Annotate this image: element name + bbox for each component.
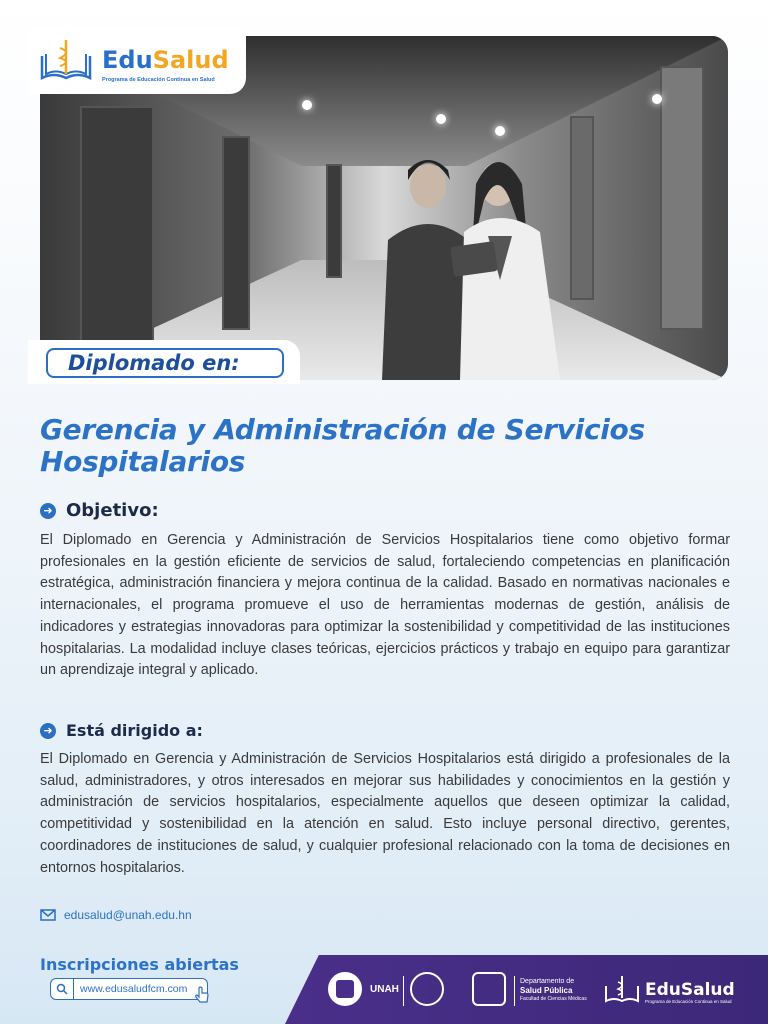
dept-line2: Salud Pública: [520, 986, 573, 995]
website-link[interactable]: [50, 978, 208, 1000]
audience-heading: ➜ Está dirigido a:: [40, 721, 203, 740]
door-left: [80, 106, 154, 344]
unah-seal-icon: [328, 972, 362, 1006]
audience-text: El Diplomado en Gerencia y Administración de Servicios Hospitalarios está dirigido a profesionales de la salud, administradores, y otros interesados en mejorar sus habilidades y conocimientos en la gestión y administración de servicios hospitalarios, especialmente aquellos que deseen optimizar la calidad, competitividad y sostenibilidad en la atención en salud. Esto incluye personal directivo, gerentes, coordinadores de instituciones de salud, y cualquier profesional relacionado con la toma de decisiones en entornos hospitalarios.: [40, 751, 730, 876]
mail-icon: [40, 909, 56, 921]
unah-label: UNAH: [370, 984, 399, 995]
public-health-seal-icon: [472, 972, 506, 1006]
email-text[interactable]: edusalud@unah.edu.hn: [64, 908, 192, 922]
diploma-label: Diplomado en:: [46, 348, 284, 378]
arrow-right-icon: ➜: [40, 723, 56, 739]
website-text[interactable]: www.edusaludfcm.com: [80, 983, 188, 995]
book-caduceus-icon: [38, 38, 94, 84]
objective-text: El Diplomado en Gerencia y Administración de Servicios Hospitalarios tiene como objetivo formar profesionales en la gestión eficiente de servicios de salud, fortaleciendo competencias en planificación estratégica, administración financiera y mejora continua de la calidad. Basado en normativas nacionales e internacionales, el programa promueve el uso de herramientas modernas de gestión, análisis de indicadores y estrategias innovadoras para optimizar la sostenibilidad y competitividad de las instituciones hospitalarias. La modalidad incluye clases teóricas, ejercicios prácticos y trabajo en equipo para garantizar un aprendizaje integral y aplicado.: [40, 532, 730, 679]
medical-faculty-seal-icon: [410, 972, 444, 1006]
logo-box: [28, 28, 246, 94]
email-contact[interactable]: [40, 908, 192, 922]
footer-logo-tagline: Programa de Educación Continua en Salud: [645, 999, 732, 1004]
footer-logo-wordmark: EduSalud: [645, 980, 735, 1000]
doctors-image: [360, 140, 570, 380]
pointer-hand-icon: [194, 986, 210, 1004]
page-title: Gerencia y Administración de Servicios Hospitalarios: [40, 413, 645, 478]
logo-tagline: Programa de Educación Continua en Salud: [102, 77, 215, 83]
dept-line3: Facultad de Ciencias Médicas: [520, 996, 587, 1002]
book-caduceus-icon: [604, 974, 640, 1004]
objective-heading: ➜ Objetivo:: [40, 500, 159, 521]
arrow-right-icon: ➜: [40, 503, 56, 519]
search-icon: [51, 979, 74, 999]
dept-line1: Departamento de: [520, 978, 575, 985]
logo-wordmark: EduSalud: [102, 46, 229, 74]
registration-label: Inscripciones abiertas: [40, 955, 239, 974]
